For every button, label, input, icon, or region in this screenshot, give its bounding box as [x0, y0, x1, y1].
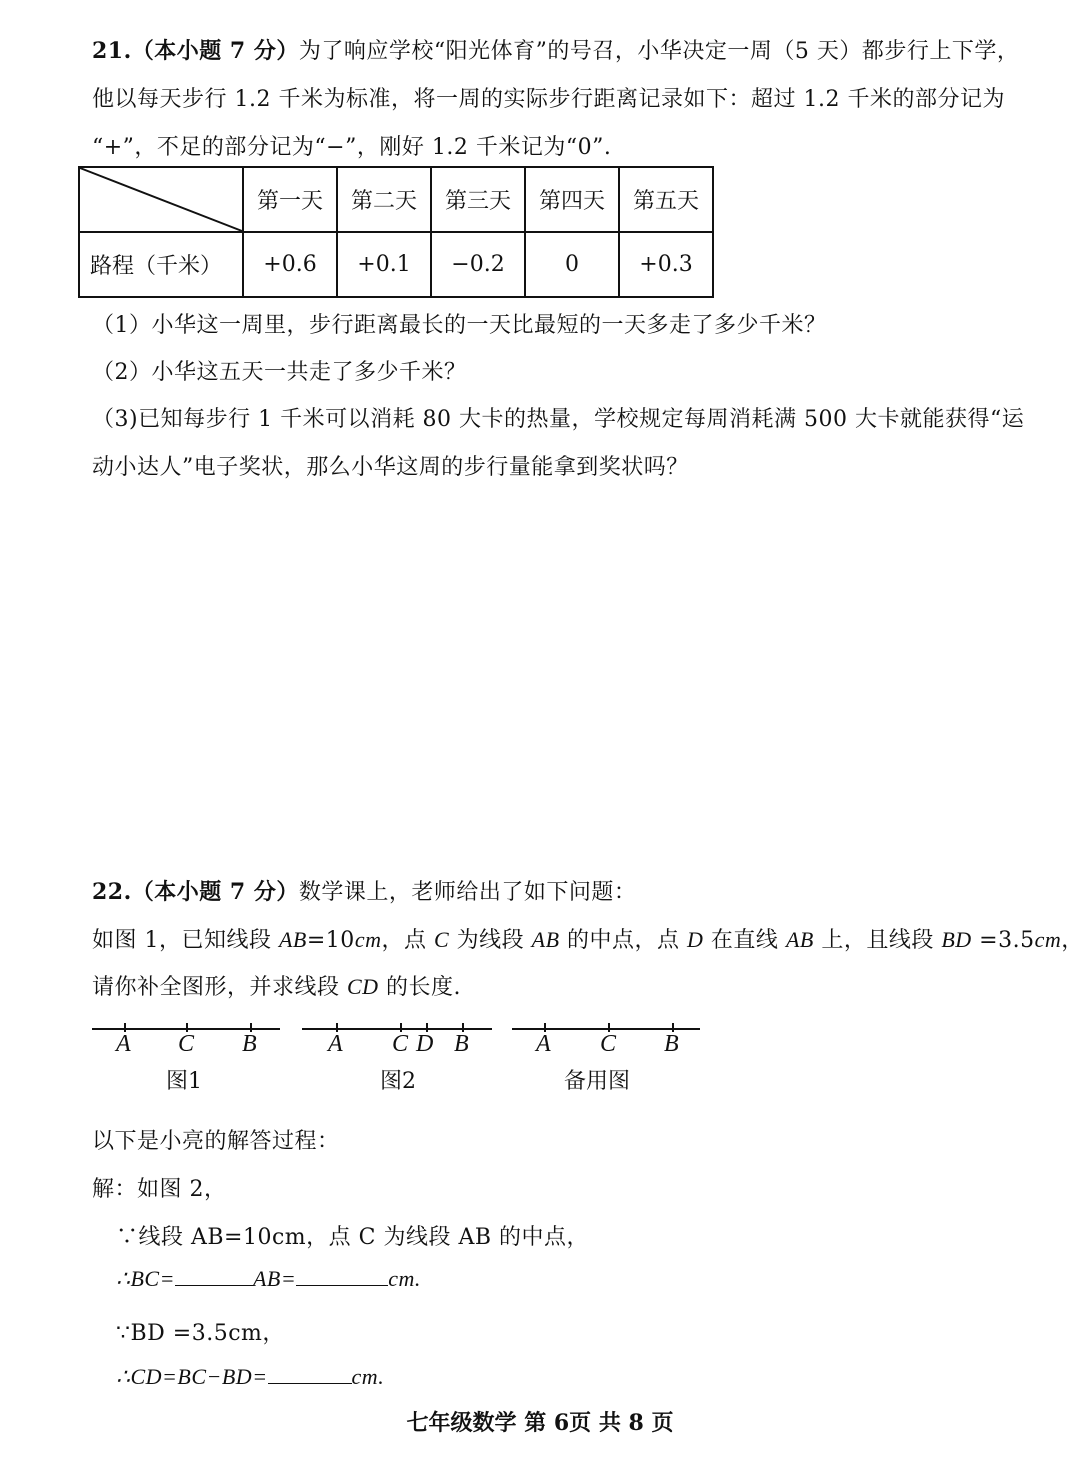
- point-label: A: [116, 1031, 131, 1057]
- diagonal-line: [80, 168, 242, 231]
- text: D: [687, 927, 704, 952]
- day-header: 第四天: [525, 167, 619, 232]
- q21-heading: 21.（本小题 7 分）: [92, 38, 299, 64]
- text: CD: [347, 974, 379, 999]
- text: 为线段: [449, 928, 532, 953]
- figure-1-caption: 图1: [166, 1069, 202, 1094]
- q22-intro: 数学课上，老师给出了如下问题：: [298, 880, 637, 905]
- q21-line-1: [92, 34, 1019, 65]
- text: =3.5: [971, 928, 1035, 953]
- point-label: B: [454, 1031, 469, 1057]
- point-label: D: [416, 1031, 434, 1057]
- text: cm.: [388, 1266, 421, 1291]
- point-label: B: [664, 1031, 679, 1057]
- answer-blank[interactable]: [175, 1267, 253, 1286]
- figure-2-caption: 图2: [380, 1069, 416, 1094]
- text: 请你补全图形，并求线段: [92, 975, 347, 1000]
- text: ∴BC=: [116, 1266, 175, 1291]
- q21-sub-3b: 动小达人”电子奖状，那么小华这周的步行量能拿到奖状吗？: [92, 455, 689, 480]
- distance-value: +0.1: [337, 232, 431, 297]
- q22-line-1: [92, 875, 636, 906]
- distance-value: 0: [525, 232, 619, 297]
- day-header: 第五天: [619, 167, 713, 232]
- text: AB=: [252, 1266, 297, 1291]
- q21-line-2: 他以每天步行 1.2 千米为标准，将一周的实际步行距离记录如下：超过 1.2 千米的部分记为: [92, 87, 1005, 112]
- solution-step-2: [116, 1266, 421, 1292]
- q21-sub-1: （1）小华这一周里，步行距离最长的一天比最短的一天多走了多少千米？: [92, 313, 827, 338]
- text: =10: [306, 928, 355, 953]
- solution-head: 解：如图 2，: [92, 1177, 227, 1202]
- q22-heading: 22.（本小题 7 分）: [92, 879, 299, 905]
- point-label: A: [328, 1031, 343, 1057]
- q21-text-1: 为了响应学校“阳光体育”的号召，小华决定一周（5 天）都步行上下学，: [298, 39, 1020, 64]
- solution-step-4: [116, 1364, 384, 1390]
- answer-blank[interactable]: [296, 1267, 388, 1286]
- distance-table: [78, 166, 714, 298]
- day-header: 第三天: [431, 167, 525, 232]
- point-label: C: [178, 1031, 195, 1057]
- distance-value: −0.2: [431, 232, 525, 297]
- table-corner-cell: [79, 167, 243, 232]
- day-header: 第二天: [337, 167, 431, 232]
- text: 的长度.: [378, 975, 462, 1000]
- point-label: A: [536, 1031, 551, 1057]
- day-header: 第一天: [243, 167, 337, 232]
- row-label: 路程（千米）: [79, 232, 243, 297]
- q22-problem-line-1: [92, 923, 1084, 954]
- text: ∴CD=BC−BD=: [116, 1364, 268, 1389]
- text: cm.: [351, 1364, 385, 1389]
- text: BD: [941, 927, 972, 952]
- text: 如图 1，已知线段: [92, 928, 279, 953]
- point-label: C: [600, 1031, 617, 1057]
- text: cm: [354, 927, 382, 952]
- text: C: [433, 927, 450, 952]
- q22-problem-line-2: [92, 970, 461, 1001]
- solution-intro: 以下是小亮的解答过程：: [92, 1129, 340, 1154]
- solution-step-3: ∵BD =3.5cm，: [116, 1321, 285, 1346]
- page-footer: 七年级数学 第 6页 共 8 页: [406, 1410, 674, 1436]
- backup-figure-caption: 备用图: [564, 1069, 631, 1094]
- text: ，: [1061, 928, 1084, 953]
- text: AB: [531, 927, 560, 952]
- table-header-row: [79, 167, 713, 232]
- text: AB: [278, 927, 307, 952]
- q21-line-3: “+”，不足的部分记为“−”，刚好 1.2 千米记为“0”.: [92, 135, 612, 160]
- q21-sub-3a: （3)已知每步行 1 千米可以消耗 80 大卡的热量，学校规定每周消耗满 500 大卡就能获得“运: [92, 407, 1025, 432]
- point-label: B: [242, 1031, 257, 1057]
- text: AB: [785, 927, 814, 952]
- text: 在直线: [703, 928, 786, 953]
- table-row: [79, 232, 713, 297]
- text: ，点: [381, 928, 434, 953]
- answer-blank[interactable]: [268, 1365, 352, 1384]
- text: 上，且线段: [813, 928, 942, 953]
- text: 的中点，点: [559, 928, 688, 953]
- point-label: C: [392, 1031, 409, 1057]
- text: cm: [1034, 927, 1062, 952]
- distance-value: +0.3: [619, 232, 713, 297]
- distance-value: +0.6: [243, 232, 337, 297]
- q21-sub-2: （2）小华这五天一共走了多少千米？: [92, 360, 467, 385]
- solution-step-1: ∵线段 AB=10cm，点 C 为线段 AB 的中点，: [116, 1225, 590, 1250]
